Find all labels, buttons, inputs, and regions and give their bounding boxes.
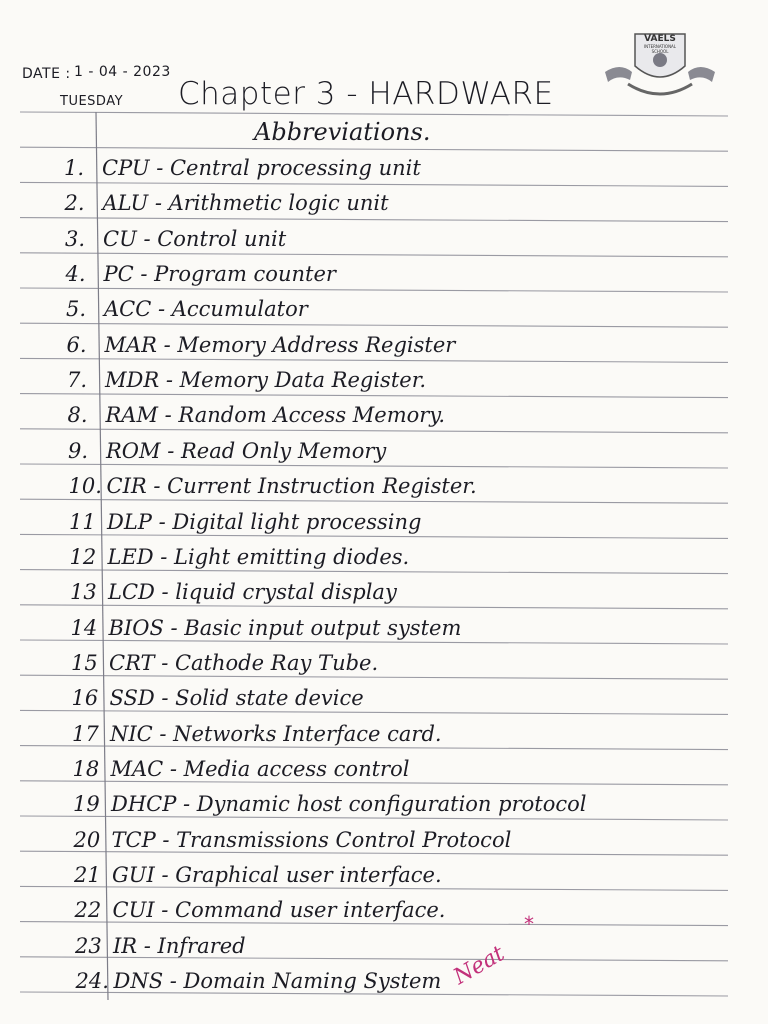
item-text: ACC - Accumulator	[104, 297, 308, 322]
item-number: 10.	[68, 474, 102, 499]
ruled-line	[20, 534, 728, 538]
teacher-remark: Neat	[449, 941, 509, 990]
item-text: NIC - Networks Interface card.	[110, 721, 442, 746]
item-number: 3.	[65, 226, 86, 251]
ruled-line	[20, 429, 728, 433]
item-text: DHCP - Dynamic host configuration protocol	[111, 792, 587, 817]
item-text: LCD - liquid crystal display	[108, 580, 397, 605]
day-label: TUESDAY	[60, 94, 124, 109]
ruled-line	[20, 358, 728, 362]
item-number: 9.	[68, 438, 89, 463]
item-text: CUI - Command user interface.	[112, 898, 446, 923]
item-number: 18	[72, 756, 100, 781]
item-text: MDR - Memory Data Register.	[105, 368, 427, 393]
page-subtitle: Abbreviations.	[254, 118, 431, 146]
item-text: DNS - Domain Naming System	[113, 969, 442, 994]
item-number: 5.	[66, 297, 87, 322]
star-mark: *	[524, 912, 534, 936]
ruled-line	[20, 464, 728, 468]
ruled-line	[20, 605, 728, 609]
item-number: 6.	[66, 332, 87, 357]
item-number: 2.	[64, 191, 85, 216]
ruled-line	[20, 886, 728, 890]
ruled-line	[20, 112, 728, 116]
item-number: 20	[73, 827, 101, 852]
ruled-line	[20, 253, 728, 257]
item-text: CRT - Cathode Ray Tube.	[109, 650, 379, 675]
ruled-line	[20, 675, 728, 679]
item-number: 23	[75, 933, 102, 958]
item-text: CU - Control unit	[103, 226, 287, 251]
ruled-line	[20, 288, 728, 292]
item-number: 7.	[67, 368, 88, 393]
item-number: 21	[74, 863, 101, 887]
item-text: MAR - Memory Address Register	[104, 332, 456, 357]
item-number: 13	[70, 580, 97, 605]
item-number: 22	[74, 898, 102, 923]
ruled-line	[20, 147, 728, 151]
ruled-line	[20, 640, 728, 644]
ruled-line	[20, 746, 728, 750]
ruled-line	[20, 851, 728, 855]
item-number: 1.	[64, 156, 85, 180]
item-text: LED - Light emitting diodes.	[107, 544, 410, 569]
ruled-line	[20, 499, 728, 503]
item-text: ROM - Read Only Memory	[106, 438, 387, 463]
item-text: GUI - Graphical user interface.	[112, 863, 442, 887]
item-number: 16	[71, 686, 99, 711]
item-number: 19	[73, 792, 100, 817]
item-number: 11	[69, 509, 96, 534]
item-text: BIOS - Basic input output system	[108, 615, 462, 640]
item-text: ALU - Arithmetic logic unit	[102, 191, 389, 216]
item-number: 4.	[65, 262, 86, 287]
item-text: SSD - Solid state device	[109, 686, 364, 711]
item-text: DLP - Digital light processing	[107, 509, 422, 534]
item-text: RAM - Random Access Memory.	[105, 403, 446, 428]
ruled-line	[20, 218, 728, 222]
item-text: IR - Infrared	[113, 933, 246, 958]
item-text: CPU - Central processing unit	[102, 156, 421, 180]
school-logo: VAELS INTERNATIONAL SCHOOL	[600, 26, 720, 106]
date-value: 1 - 04 - 2023	[74, 64, 171, 80]
item-text: TCP - Transmissions Control Protocol	[111, 827, 512, 852]
ruled-line	[20, 323, 728, 327]
ruled-line	[20, 781, 728, 785]
item-number: 14	[70, 615, 98, 640]
ruled-line	[20, 816, 728, 820]
ruled-line	[20, 182, 728, 186]
item-text: PC - Program counter	[103, 262, 336, 287]
item-number: 24.	[75, 969, 109, 994]
item-number: 8.	[67, 403, 88, 428]
page-title: Chapter 3 - HARDWARE	[178, 76, 554, 112]
ruled-line	[20, 570, 728, 574]
item-number: 17	[72, 721, 99, 746]
item-number: 15	[71, 650, 98, 675]
date-label: DATE :	[22, 66, 71, 82]
item-number: 12	[69, 544, 97, 569]
item-text: CIR - Current Instruction Register.	[106, 474, 477, 499]
item-text: MAC - Media access control	[110, 756, 410, 781]
ruled-line	[20, 710, 728, 714]
ruled-line	[20, 394, 728, 398]
